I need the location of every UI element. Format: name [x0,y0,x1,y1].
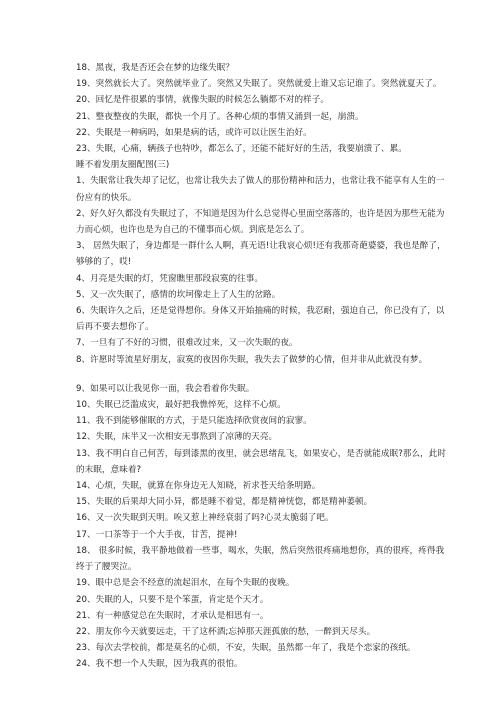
text-line: 11、我不到能够催眠的方式，于是只能选择欣赏夜间的寂寥。 [76,416,312,427]
text-line: 7、一旦有了不好的习惯，很难改过来，又一次失眠的夜。 [76,338,298,349]
text-line: 5、又一次失眠了，感情的坎坷像走上了人生的岔路。 [76,289,281,300]
text-line: 18、 很多时候，我平静地做着一些事，喝水，失眠，然后突然很疼痛地想你，真的很疼，疼得我终于了腰哭泣。 [76,545,445,573]
text-line: 12、失眠，床半又一次相安无事熬到了凉薄的天亮。 [76,432,278,443]
text-line: 14、心烦，失眠，就算在你身边无人知晓，祈求苍天给条明路。 [76,481,321,492]
text-line: 8、许愿时等流星好朋友，寂寞的夜因你失眠，我失去了做梦的心情，但并非从此就没有梦。 [76,354,428,365]
text-line: 20、失眠的人，只要不是个笨蛋，肯定是个天才。 [76,594,269,605]
text-line: 16、又一次失眠到天明。唉又惹上神经衰弱了吗?心灵太脆弱了吧。 [76,513,334,524]
text-line: 20、回忆是件很累的事情，就像失眠的时候怎么躺都不对的样子。 [76,95,330,106]
text-line: 21、整夜整夜的失眠，都快一个月了。各种心烦的事情又涌到一起，崩溃。 [76,111,364,122]
text-line: 18、黑夜，我是否还会在梦的边缘失眠？ [76,63,234,73]
text-line: 19、突然就长大了。突然就毕业了。突然又失眠了。突然就爱上谁又忘记谁了。突然就夏天了。 [76,79,442,90]
text-line: 6、失眠许久之后，还是觉得想你。身体又开始抽痛的时候，我忍耐，强迫自己，你已没有了，以后再不要去想你了。 [76,306,445,333]
text-line: 10、失眠已泛滥成灾，最好把我憔悴死，这样不心烦。 [76,400,286,411]
text-block-part2 [76,381,448,673]
text-line: 睡不着发朋友圈配图(三) [76,160,170,171]
text-line: 22、失眠是一种病吗，如果是病的话，或许可以让医生治好。 [76,127,312,138]
text-line: 21、有一种感觉总在失眠时，才承认是相思有一。 [76,610,269,621]
text-line: 1、失眠常让我失却了记忆，也常让我失去了做人的那份精神和活力，也常让我不能享有人生的一份应有的快乐。 [76,176,445,203]
text-line: 23、失眠，心痛，辆孩子也特吵，都怎么了，还能不能好好的生活，我要崩溃了、累。 [76,144,407,155]
text-line: 22、朋友你今天就要远走，干了这杯酒;忘掉那天涯孤旅的愁，一醉到天尽头。 [76,626,376,637]
text-line: 3、 居然失眠了，身边都是一群什么人啊，真无语!让我哀心烦!还有我那奇葩婆婆，我也是醉了，够够的了，哎! [76,241,446,268]
text-line: 2、好久好久都没有失眠过了，不知道是因为什么总觉得心里面空落落的，也许是因为那些无能为力而心烦，也许也是为自己的不懂事而心烦。到底是怎么了。 [76,208,445,236]
document-body [76,60,448,673]
text-line: 9、如果可以让我见你一面，我会看着你失眠。 [76,383,255,394]
text-line: 24、我不想一个人失眠，因为我真的很怕。 [76,659,243,670]
text-block-part1 [76,60,448,368]
text-line: 23、每次去学校前，都是莫名的心烦，不安，失眠，虽然都一年了，我是个恋家的孩纸。 [76,643,416,654]
text-line: 19、眼中总是会不经意的流起泪水，在每个失眠的夜晚。 [76,578,295,589]
text-line: 13、我不明白自己何苦，每到漆黑的夜里，就会思绪乱飞，如果安心，是否就能成眠?那么，此时的末眠，意味着? [76,448,447,475]
text-line: 4、月亮是失眠的灯，凭窗瞧里那段寂寞的往事。 [76,273,264,284]
text-line: 15、失眠的后果却大同小异，都是睡不着觉，都是精神恍惚，都是精神萎顿。 [76,497,373,508]
section-gap [76,368,448,381]
text-line: 17、一口茶等于一个大手夜，甘苦，提神! [76,529,238,540]
